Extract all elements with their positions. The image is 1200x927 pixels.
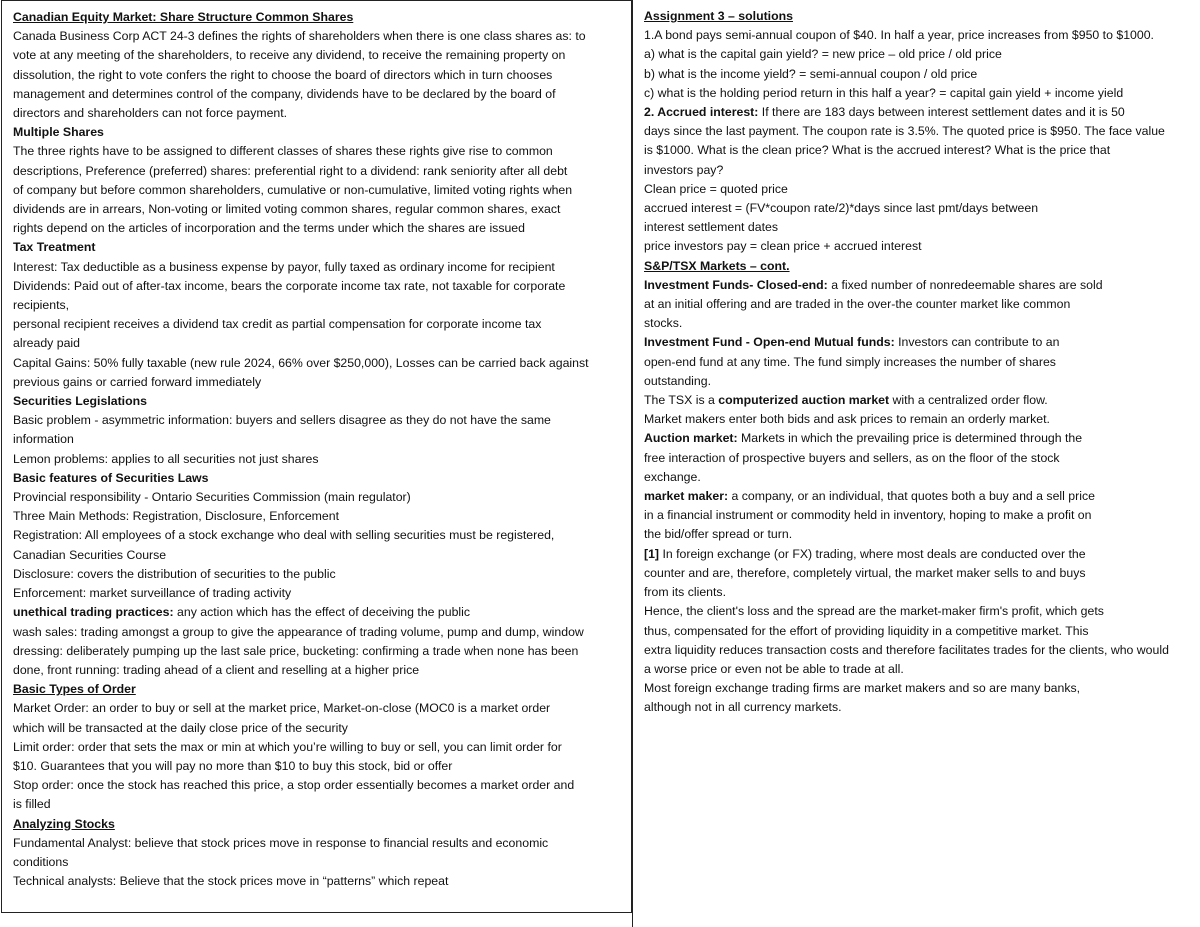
heading-tax-treatment: Tax Treatment [13,240,96,255]
text-line: done, front running: trading ahead of a client and reselling at a higher price [13,662,420,677]
tsx-pre: The TSX is a [644,393,719,408]
unethical-practices-text: any action which has the effect of deceiving the public [173,605,471,620]
text-line: Limit order: order that sets the max or min at which you’re willing to buy or sell, you can limit order for [13,739,562,754]
heading-order-types: Basic Types of Order [13,682,136,697]
text-line: c) what is the holding period return in this half a year? = capital gain yield + income yield [644,85,1124,100]
text-line: previous gains or carried forward immediately [13,374,262,389]
heading-securities-legislations: Securities Legislations [13,394,147,409]
text-line: Interest: Tax deductible as a business expense by payor, fully taxed as ordinary income for recipient [13,259,555,274]
paragraph-analyzing-stocks [13,834,623,892]
paragraph-basic-features [13,488,623,603]
closed-end-text: a fixed number of nonredeemable shares are sold [827,277,1103,292]
text-line: descriptions, Preference (preferred) shares: preferential right to a dividend: rank seniority after all debt [13,163,568,178]
tsx-post: with a centralized order flow. [889,393,1048,408]
text-line: Fundamental Analyst: believe that stock prices move in response to financial results and economic [13,835,549,850]
fx-line [644,545,1200,564]
section-title-assignment: Assignment 3 – solutions [644,9,793,23]
open-end-label: Investment Fund - Open-end Mutual funds: [644,335,895,350]
text-line: days since the last payment. The coupon rate is 3.5%. The quoted price is $950. The face value [644,124,1165,139]
text-line: personal recipient receives a dividend tax credit as partial compensation for corporate income tax [13,317,542,332]
text-line: thus, compensated for the effort of providing liquidity in a competitive market. This [644,623,1089,638]
fx-text: In foreign exchange (or FX) trading, where most deals are conducted over the [659,546,1086,561]
section-title-equity-market: Canadian Equity Market: Share Structure Common Shares [13,10,354,24]
market-maker-text: a company, or an individual, that quotes both a buy and a sell price [728,489,1095,504]
text-line: dissolution, the right to vote confers the right to choose the board of directors which in turn chooses [13,67,553,82]
paragraph-question-1 [644,26,1200,103]
text-line: Basic problem - asymmetric information: buyers and sellers disagree as they do not have the same [13,413,551,428]
text-line: is $1000. What is the clean price? What is the accrued interest? What is the price that [644,143,1111,158]
tsx-line [644,391,1200,410]
unethical-practices-label: unethical trading practices: [13,605,174,620]
right-content [644,7,1200,718]
text-line: Technical analysts: Believe that the stock prices move in “patterns” which repeat [13,874,449,889]
text-line: b) what is the income yield? = semi-annual coupon / old price [644,66,978,81]
text-line: directors and shareholders can not force payment. [13,106,288,121]
right-column [632,0,1200,927]
text-line: Dividends: Paid out of after-tax income, bears the corporate income tax rate, not taxable for corporate [13,278,566,293]
text-line: open-end fund at any time. The fund simply increases the number of shares [644,354,1056,369]
left-content [13,8,623,891]
text-line: information [13,432,74,447]
text-line: management and determines control of the company, dividends have to be declared by the board of [13,86,556,101]
question-2-label: 2. Accrued interest: [644,105,759,120]
paragraph-securities-legislations [13,411,623,469]
text-line: stocks. [644,316,683,331]
text-line: Enforcement: market surveillance of trading activity [13,586,292,601]
text-line: in a financial instrument or commodity held in inventory, hoping to make a profit on [644,508,1092,523]
heading-analyzing-stocks: Analyzing Stocks [13,816,115,831]
text-line: exchange. [644,469,701,484]
open-end-line [644,333,1200,352]
text-line: vote at any meeting of the shareholders, to receive any dividend, to receive the remaining property on [13,48,566,63]
text-line: interest settlement dates [644,220,778,235]
text-line: Canada Business Corp ACT 24-3 defines the rights of shareholders when there is one class shares as: to [13,29,586,44]
text-line: from its clients. [644,585,726,600]
text-line: wash sales: trading amongst a group to give the appearance of trading volume, pump and dump, window [13,624,584,639]
text-line: Lemon problems: applies to all securities not just shares [13,451,319,466]
text-line: at an initial offering and are traded in the over-the counter market like common [644,297,1071,312]
text-line: The three rights have to be assigned to different classes of shares these rights give rise to common [13,144,553,159]
text-line: extra liquidity reduces transaction costs and therefore facilitates trades for the clients, who would [644,642,1169,657]
text-line: Market makers enter both bids and ask prices to remain an orderly market. [644,412,1050,427]
market-maker-line [644,487,1200,506]
text-line: investors pay? [644,162,724,177]
text-line: recipients, [13,298,70,313]
paragraph-fx [644,564,1200,718]
heading-basic-features: Basic features of Securities Laws [13,470,209,485]
text-line: 1.A bond pays semi-annual coupon of $40. In half a year, price increases from $950 to $1000. [644,28,1154,43]
text-line: already paid [13,336,80,351]
closed-end-label: Investment Funds- Closed-end: [644,277,828,292]
text-line: Hence, the client's loss and the spread are the market-maker firm's profit, which gets [644,604,1104,619]
text-line: the bid/offer spread or turn. [644,527,793,542]
text-line: dressing: deliberately pumping up the last sale price, bucketing: confirming a trade when none has been [13,643,579,658]
text-line: Most foreign exchange trading firms are market makers and so are many banks, [644,681,1081,696]
text-line: although not in all currency markets. [644,700,842,715]
paragraph-question-2 [644,122,1200,256]
tsx-bold: computerized auction market [718,393,890,408]
text-line: dividends are in arrears, Non-voting or limited voting common shares, regular common shares, exact [13,202,561,217]
text-line: Provincial responsibility - Ontario Securities Commission (main regulator) [13,490,411,505]
text-line: of company but before common shareholders, cumulative or non-cumulative, limited voting rights when [13,182,573,197]
auction-market-label: Auction market: [644,431,738,446]
text-line: $10. Guarantees that you will pay no more than $10 to buy this stock, bid or offer [13,758,453,773]
text-line: is filled [13,797,51,812]
text-line: outstanding. [644,373,712,388]
paragraph-tax-treatment [13,258,623,392]
unethical-practices-line [13,603,623,622]
paragraph-unethical-practices [13,623,623,681]
text-line: Market Order: an order to buy or sell at the market price, Market-on-close (MOC0 is a market order [13,701,551,716]
text-line: rights depend on the articles of incorporation and the terms under which the shares are issued [13,221,525,236]
text-line: accrued interest = (FV*coupon rate/2)*days since last pmt/days between [644,201,1039,216]
text-line: Disclosure: covers the distribution of securities to the public [13,566,336,581]
footnote-reference: [1] [644,546,660,561]
text-line: a worse price or even not be able to trade at all. [644,661,904,676]
question-2-text: If there are 183 days between interest settlement dates and it is 50 [758,105,1125,120]
text-line: Three Main Methods: Registration, Disclosure, Enforcement [13,509,340,524]
open-end-text: Investors can contribute to an [894,335,1060,350]
auction-market-text: Markets in which the prevailing price is determined through the [737,431,1083,446]
text-line: free interaction of prospective buyers and sellers, as on the floor of the stock [644,450,1060,465]
auction-market-line [644,429,1200,448]
text-line: Clean price = quoted price [644,181,788,196]
text-line: which will be transacted at the daily close price of the security [13,720,348,735]
paragraph-business-corp-act [13,27,623,123]
text-line: Capital Gains: 50% fully taxable (new rule 2024, 66% over $250,000), Losses can be carried back against [13,355,589,370]
text-line: price investors pay = clean price + accrued interest [644,239,922,254]
text-line: a) what is the capital gain yield? = new price – old price / old price [644,47,1002,62]
text-line: Stop order: once the stock has reached this price, a stop order essentially becomes a market order and [13,778,575,793]
text-line: conditions [13,854,69,869]
heading-multiple-shares: Multiple Shares [13,125,104,140]
text-line: counter and are, therefore, completely virtual, the market maker sells to and buys [644,565,1086,580]
text-line: Registration: All employees of a stock exchange who deal with selling securities must be registered, [13,528,555,543]
paragraph-multiple-shares [13,142,623,238]
paragraph-order-types [13,699,623,814]
text-line: Canadian Securities Course [13,547,167,562]
heading-sp-tsx-markets: S&P/TSX Markets – cont. [644,258,790,273]
question-2-line [644,103,1200,122]
closed-end-line [644,276,1200,295]
market-maker-label: market maker: [644,489,729,504]
left-column [1,0,632,913]
